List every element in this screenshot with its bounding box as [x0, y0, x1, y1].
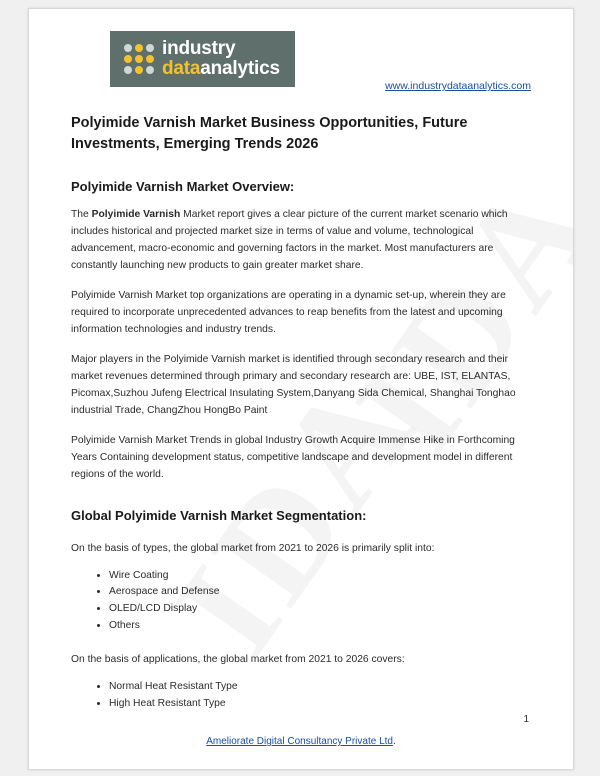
section-heading-segmentation: Global Polyimide Varnish Market Segmentation:	[71, 507, 367, 523]
types-list	[71, 568, 531, 635]
list-item: • Aerospace and Defense	[109, 584, 531, 601]
list-item: • OLED/LCD Display	[109, 601, 531, 618]
overview-paragraph-2: Polyimide Varnish Market top organizations are operating in a dynamic set-up, wherein they are required to incorporate unprecedented advances to reap benefits from the latest and upcoming information technologies and industry trends.	[71, 289, 506, 335]
document-header	[71, 31, 531, 91]
page-title: Polyimide Varnish Market Business Opportunities, Future Investments, Emerging Trends 2026	[71, 115, 468, 153]
page-content	[29, 31, 573, 713]
list-item: • Wire Coating	[109, 568, 531, 585]
applications-list	[71, 679, 531, 712]
overview-paragraph-3: Major players in the Polyimide Varnish market is identified through secondary research and their market revenues determined through primary and secondary research are: UBE, IST, ELANTAS, Picomax,Suzhou Jufeng Electrical Insulating System,Danyang Sida Chemical, Shanghai Tonghao industrial Trade, ChangZhou HongBo Paint	[71, 353, 516, 416]
types-intro-text: On the basis of types, the global market from 2021 to 2026 is primarily split into:	[71, 542, 435, 554]
list-item: • Normal Heat Resistant Type	[109, 679, 531, 696]
list-item: • Others	[109, 618, 531, 635]
list-item: • High Heat Resistant Type	[109, 696, 531, 713]
document-footer	[29, 736, 573, 747]
footer-suffix: .	[392, 736, 396, 747]
logo-line-2-rest: analytics	[200, 58, 280, 79]
website-link[interactable]: www.industrydataanalytics.com	[385, 80, 531, 92]
dot-grid-logo-icon	[124, 44, 154, 74]
applications-intro-text: On the basis of applications, the global market from 2021 to 2026 covers:	[71, 654, 405, 666]
overview-paragraph-1: The Polyimide Varnish Market report gives a clear picture of the current market scenario which includes historical and projected market size in terms of value and volume, technological advancement, macro-economic and governing factors in the market. Most manufacturers are constantly launching new products to gain greater market share.	[71, 209, 508, 271]
overview-paragraph-4: Polyimide Varnish Market Trends in global Industry Growth Acquire Immense Hike in Forthcoming Years Containing development status, competitive landscape and development model in different regions of the world.	[71, 434, 515, 480]
footer-link[interactable]: Ameliorate Digital Consultancy Private Ltd	[206, 736, 393, 747]
page-number: 1	[523, 714, 529, 725]
section-heading-overview: Polyimide Varnish Market Overview:	[71, 179, 295, 195]
document-page	[28, 8, 574, 770]
company-logo	[110, 31, 295, 87]
logo-line-1: industry	[162, 38, 236, 60]
logo-wordmark	[162, 39, 280, 79]
logo-line-2-highlight: data	[162, 58, 201, 79]
logo-line-2	[162, 59, 280, 79]
